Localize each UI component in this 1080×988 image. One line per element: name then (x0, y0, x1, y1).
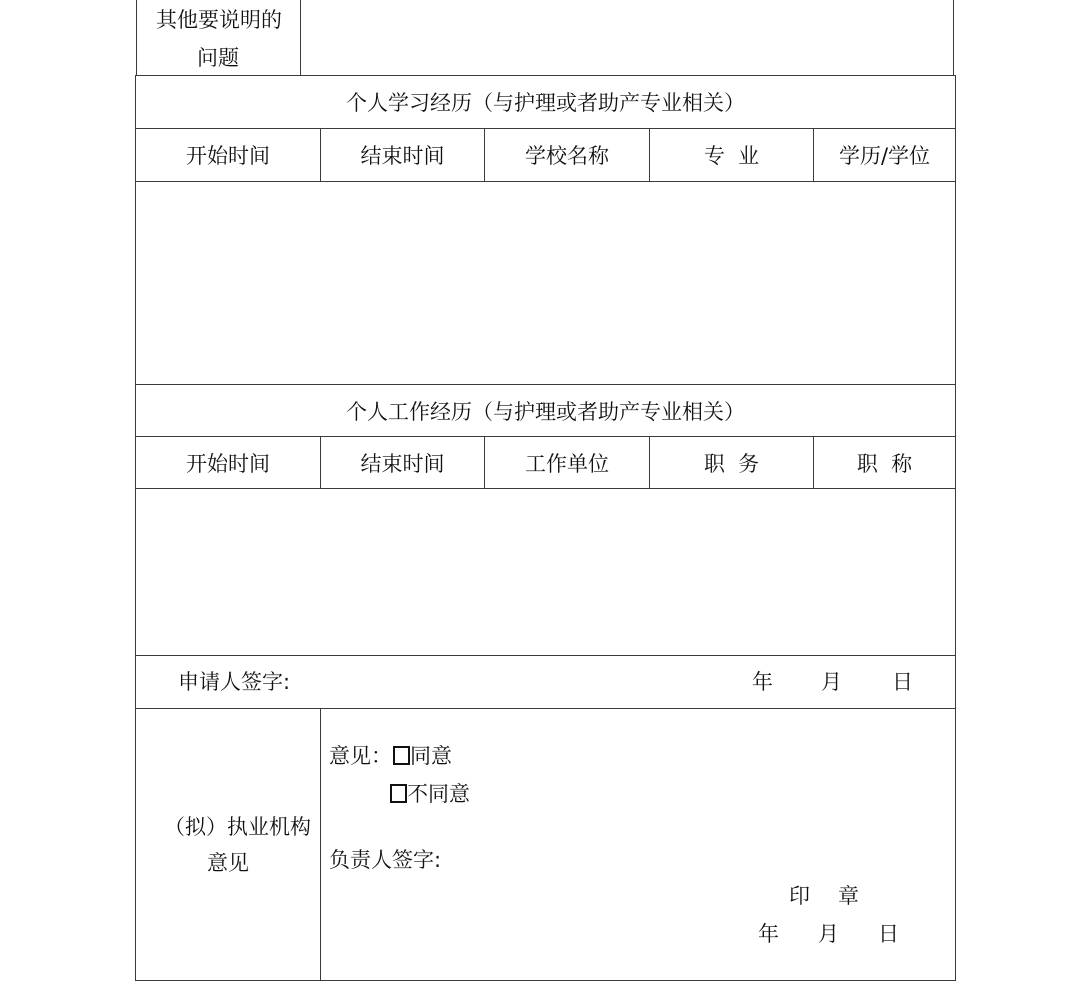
seal-char-1: 印 (789, 884, 810, 908)
applicant-date-year: 年 (752, 670, 773, 694)
work-header-title (813, 436, 956, 489)
work-header-end (320, 436, 485, 489)
edu-header-end-label: 结束时间 (360, 144, 445, 168)
seal-char-2: 章 (838, 884, 859, 908)
other-notes-input-cell[interactable] (300, 0, 954, 76)
work-header-position-label: 职 务 (703, 451, 760, 476)
work-section-title: 个人工作经历（与护理或者助产专业相关） (346, 399, 745, 424)
applicant-signature-label: 申请人签字: (178, 670, 291, 694)
institution-date-month: 月 (818, 922, 839, 946)
edu-header-degree-label: 学历/学位 (838, 144, 931, 168)
education-section-title: 个人学习经历（与护理或者助产专业相关） (346, 91, 745, 115)
institution-date-year: 年 (758, 922, 779, 946)
work-header-start (135, 436, 321, 489)
institution-date-day: 日 (878, 922, 899, 946)
edu-header-major-label: 专 业 (703, 144, 760, 168)
agree-checkbox[interactable] (393, 746, 410, 765)
opinion-label: 意见： (329, 744, 392, 768)
disagree-label: 不同意 (407, 782, 470, 806)
applicant-date-day: 日 (892, 670, 913, 694)
work-header-employer-label: 工作单位 (525, 451, 609, 476)
edu-header-degree (813, 128, 956, 182)
institution-label-line2: 意见 (207, 851, 249, 875)
edu-header-end (320, 128, 485, 182)
edu-header-major (649, 128, 814, 182)
edu-header-start (135, 128, 321, 182)
responsible-signer-label: 负责人签字: (329, 848, 442, 872)
institution-label-line1: （拟）执业机构 (164, 815, 311, 839)
work-title-cell (135, 384, 956, 437)
edu-header-school (484, 128, 650, 182)
agree-label: 同意 (410, 744, 452, 768)
work-header-position (649, 436, 814, 489)
applicant-date-month: 月 (821, 670, 842, 694)
edu-header-start-label: 开始时间 (186, 144, 270, 168)
institution-label-cell (135, 708, 321, 981)
education-title-cell (135, 75, 956, 129)
other-notes-label-line2: 问题 (197, 46, 239, 70)
work-header-end-label: 结束时间 (360, 451, 445, 476)
education-entry-area[interactable] (135, 181, 956, 385)
work-header-employer (484, 436, 650, 489)
edu-header-school-label: 学校名称 (525, 144, 609, 168)
work-header-start-label: 开始时间 (186, 451, 270, 476)
work-entry-area[interactable] (135, 488, 956, 656)
work-header-title-label: 职 称 (856, 451, 913, 476)
other-notes-label-line1: 其他要说明的 (156, 8, 282, 32)
disagree-checkbox[interactable] (390, 784, 407, 803)
